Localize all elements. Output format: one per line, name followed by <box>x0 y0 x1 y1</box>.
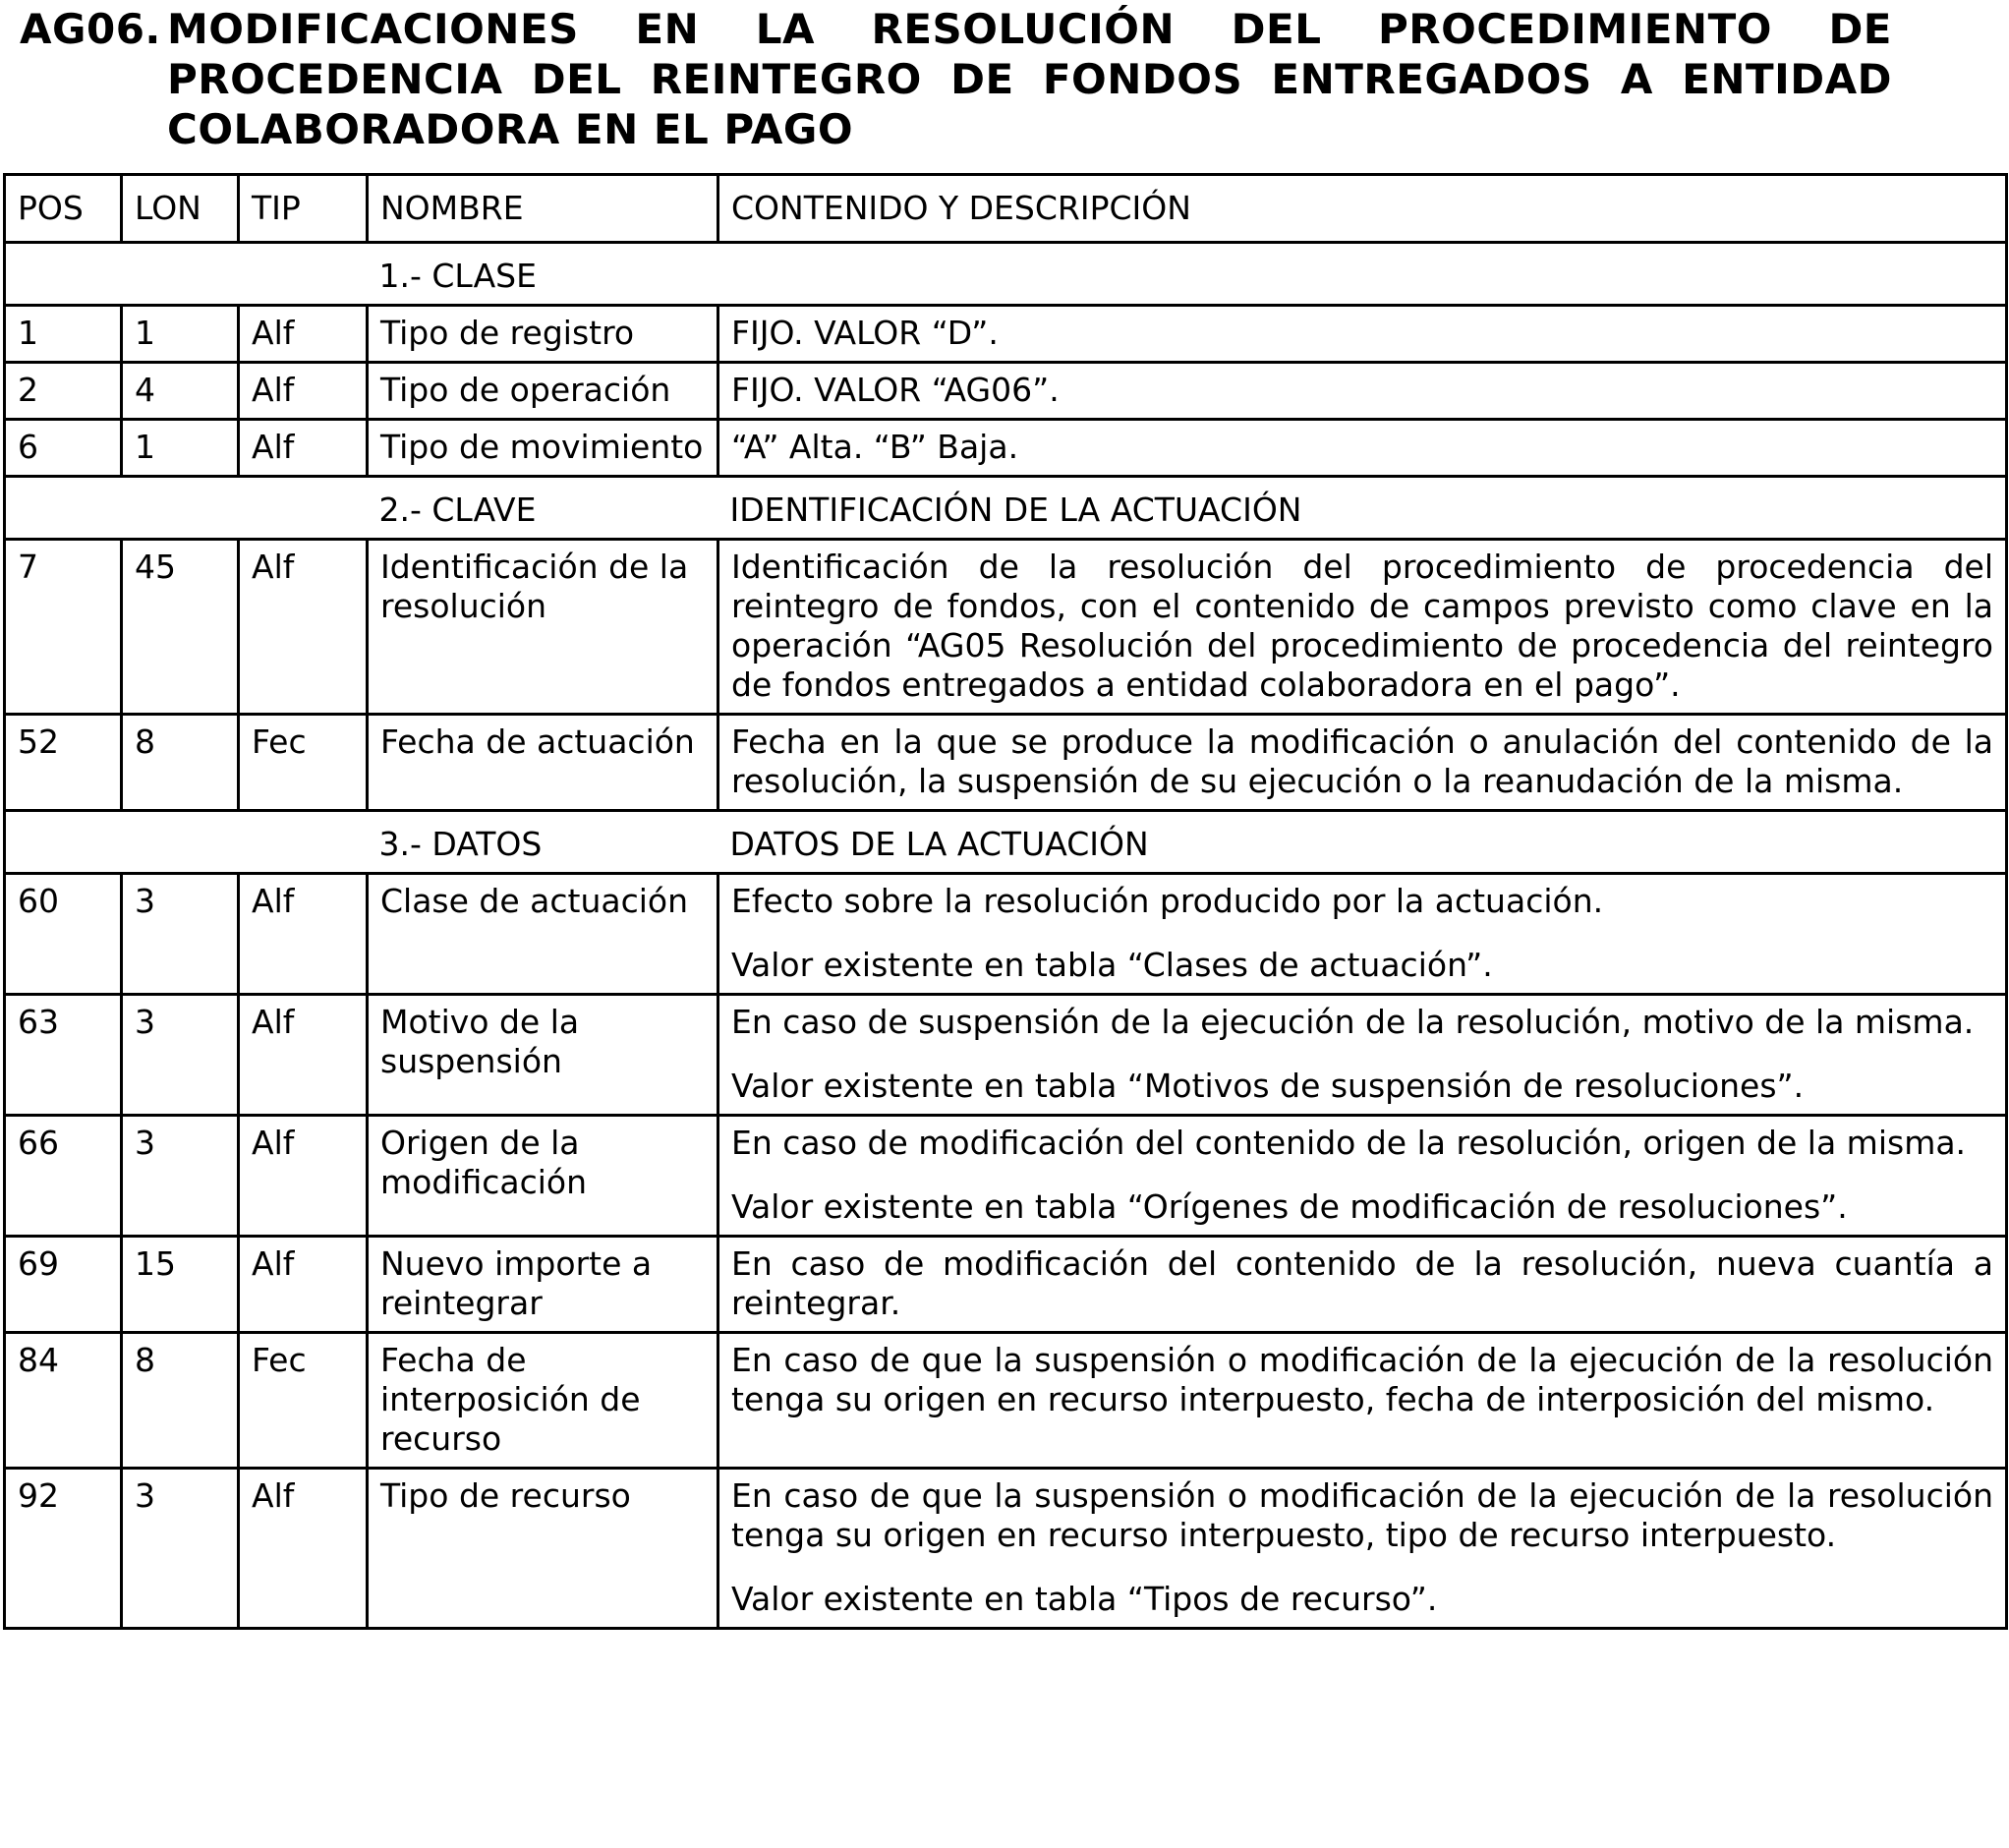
section-name: 1.- CLASE <box>368 243 718 306</box>
cell-lon: 8 <box>122 715 239 811</box>
table-row <box>5 420 2007 477</box>
cell-tip: Fec <box>239 715 368 811</box>
cell-nombre: Tipo de recurso <box>368 1469 718 1629</box>
cell-pos: 1 <box>5 306 122 363</box>
section-row <box>5 243 2007 306</box>
cell-descripcion <box>718 715 2007 811</box>
cell-descripcion <box>718 1116 2007 1237</box>
table-row <box>5 540 2007 715</box>
cell-tip: Alf <box>239 874 368 995</box>
table-row <box>5 715 2007 811</box>
cell-pos: 92 <box>5 1469 122 1629</box>
section-name: 3.- DATOS <box>368 811 718 874</box>
cell-tip: Alf <box>239 1116 368 1237</box>
table-row <box>5 306 2007 363</box>
cell-pos: 60 <box>5 874 122 995</box>
cell-pos: 7 <box>5 540 122 715</box>
table-row <box>5 363 2007 420</box>
cell-tip: Alf <box>239 420 368 477</box>
cell-pos: 52 <box>5 715 122 811</box>
table-row <box>5 1237 2007 1333</box>
cell-nombre: Motivo de la suspensión <box>368 995 718 1116</box>
cell-descripcion <box>718 874 2007 995</box>
cell-lon: 1 <box>122 306 239 363</box>
title-text <box>167 4 1892 154</box>
cell-nombre: Fecha de actuación <box>368 715 718 811</box>
description-paragraph: FIJO. VALOR “D”. <box>731 314 999 352</box>
table-row <box>5 1333 2007 1469</box>
description-paragraph: En caso de modificación del contenido de la resolución, nueva cuantía a reintegrar. <box>731 1244 1993 1322</box>
description-paragraph: Valor existente en tabla “Motivos de suspensión de resoluciones”. <box>731 1067 1805 1105</box>
section-spacer <box>5 243 368 306</box>
cell-lon: 3 <box>122 874 239 995</box>
cell-descripcion <box>718 995 2007 1116</box>
cell-lon: 4 <box>122 363 239 420</box>
cell-nombre: Tipo de registro <box>368 306 718 363</box>
cell-descripcion <box>718 1237 2007 1333</box>
description-paragraph: Efecto sobre la resolución producido por la actuación. <box>731 882 1604 920</box>
section-description: IDENTIFICACIÓN DE LA ACTUACIÓN <box>718 477 2007 540</box>
section-spacer <box>5 811 368 874</box>
record-layout-table <box>3 173 2008 1630</box>
header-tip: TIP <box>239 175 368 243</box>
section-spacer <box>5 477 368 540</box>
section-name: 2.- CLAVE <box>368 477 718 540</box>
cell-descripcion <box>718 1469 2007 1629</box>
header-nombre: NOMBRE <box>368 175 718 243</box>
title-line: MODIFICACIONES EN LA RESOLUCIÓN DEL PROCEDIMIENTO DE <box>167 5 1892 53</box>
description-paragraph: “A” Alta. “B” Baja. <box>731 428 1019 466</box>
cell-nombre: Tipo de movimiento <box>368 420 718 477</box>
cell-nombre: Origen de la modificación <box>368 1116 718 1237</box>
section-row <box>5 477 2007 540</box>
title-line: PROCEDENCIA DEL REINTEGRO DE FONDOS ENTREGADOS A ENTIDAD <box>167 55 1892 103</box>
description-paragraph: Identificación de la resolución del procedimiento de procedencia del reintegro de fondos, con el contenido de campos previsto como clave en la operación “AG05 Resolución del procedimiento de procedencia del reintegro de fondos entregados a entidad colaboradora en el pago”. <box>731 548 1993 704</box>
cell-descripcion <box>718 1333 2007 1469</box>
description-paragraph: FIJO. VALOR “AG06”. <box>731 371 1060 409</box>
table-row <box>5 1116 2007 1237</box>
cell-tip: Alf <box>239 995 368 1116</box>
cell-descripcion <box>718 420 2007 477</box>
cell-descripcion <box>718 540 2007 715</box>
cell-tip: Alf <box>239 306 368 363</box>
cell-nombre: Fecha de interposición de recurso <box>368 1333 718 1469</box>
cell-pos: 69 <box>5 1237 122 1333</box>
description-paragraph: Valor existente en tabla “Orígenes de modificación de resoluciones”. <box>731 1187 1848 1226</box>
cell-pos: 2 <box>5 363 122 420</box>
cell-tip: Alf <box>239 363 368 420</box>
cell-nombre: Clase de actuación <box>368 874 718 995</box>
description-paragraph: En caso de suspensión de la ejecución de la resolución, motivo de la misma. <box>731 1003 1975 1041</box>
cell-lon: 3 <box>122 1116 239 1237</box>
cell-lon: 3 <box>122 1469 239 1629</box>
title-line: COLABORADORA EN EL PAGO <box>167 105 854 153</box>
description-paragraph: En caso de que la suspensión o modificación de la ejecución de la resolución tenga su origen en recurso interpuesto, fecha de interposición del mismo. <box>731 1341 1993 1418</box>
cell-lon: 45 <box>122 540 239 715</box>
cell-nombre: Nuevo importe a reintegrar <box>368 1237 718 1333</box>
cell-pos: 6 <box>5 420 122 477</box>
title-code: AG06. <box>20 5 161 53</box>
cell-descripcion <box>718 306 2007 363</box>
cell-lon: 3 <box>122 995 239 1116</box>
cell-lon: 8 <box>122 1333 239 1469</box>
description-paragraph: Valor existente en tabla “Clases de actuación”. <box>731 946 1493 984</box>
header-contenido: CONTENIDO Y DESCRIPCIÓN <box>718 175 2007 243</box>
table-header-row <box>5 175 2007 243</box>
description-paragraph: Fecha en la que se produce la modificación o anulación del contenido de la resolución, la suspensión de su ejecución o la reanudación de la misma. <box>731 722 1993 800</box>
description-paragraph: En caso de modificación del contenido de la resolución, origen de la misma. <box>731 1124 1967 1162</box>
section-description <box>718 243 2007 306</box>
cell-tip: Alf <box>239 540 368 715</box>
section-row <box>5 811 2007 874</box>
cell-nombre: Identificación de la resolución <box>368 540 718 715</box>
cell-tip: Alf <box>239 1469 368 1629</box>
description-paragraph: Valor existente en tabla “Tipos de recurso”. <box>731 1580 1438 1618</box>
cell-nombre: Tipo de operación <box>368 363 718 420</box>
cell-tip: Fec <box>239 1333 368 1469</box>
cell-lon: 15 <box>122 1237 239 1333</box>
cell-lon: 1 <box>122 420 239 477</box>
table-row <box>5 995 2007 1116</box>
table-row <box>5 874 2007 995</box>
table-row <box>5 1469 2007 1629</box>
cell-tip: Alf <box>239 1237 368 1333</box>
header-lon: LON <box>122 175 239 243</box>
cell-pos: 84 <box>5 1333 122 1469</box>
cell-descripcion <box>718 363 2007 420</box>
cell-pos: 66 <box>5 1116 122 1237</box>
section-description: DATOS DE LA ACTUACIÓN <box>718 811 2007 874</box>
description-paragraph: En caso de que la suspensión o modificación de la ejecución de la resolución tenga su origen en recurso interpuesto, tipo de recurso interpuesto. <box>731 1476 1993 1554</box>
cell-pos: 63 <box>5 995 122 1116</box>
table-body <box>5 175 2007 1629</box>
header-pos: POS <box>5 175 122 243</box>
